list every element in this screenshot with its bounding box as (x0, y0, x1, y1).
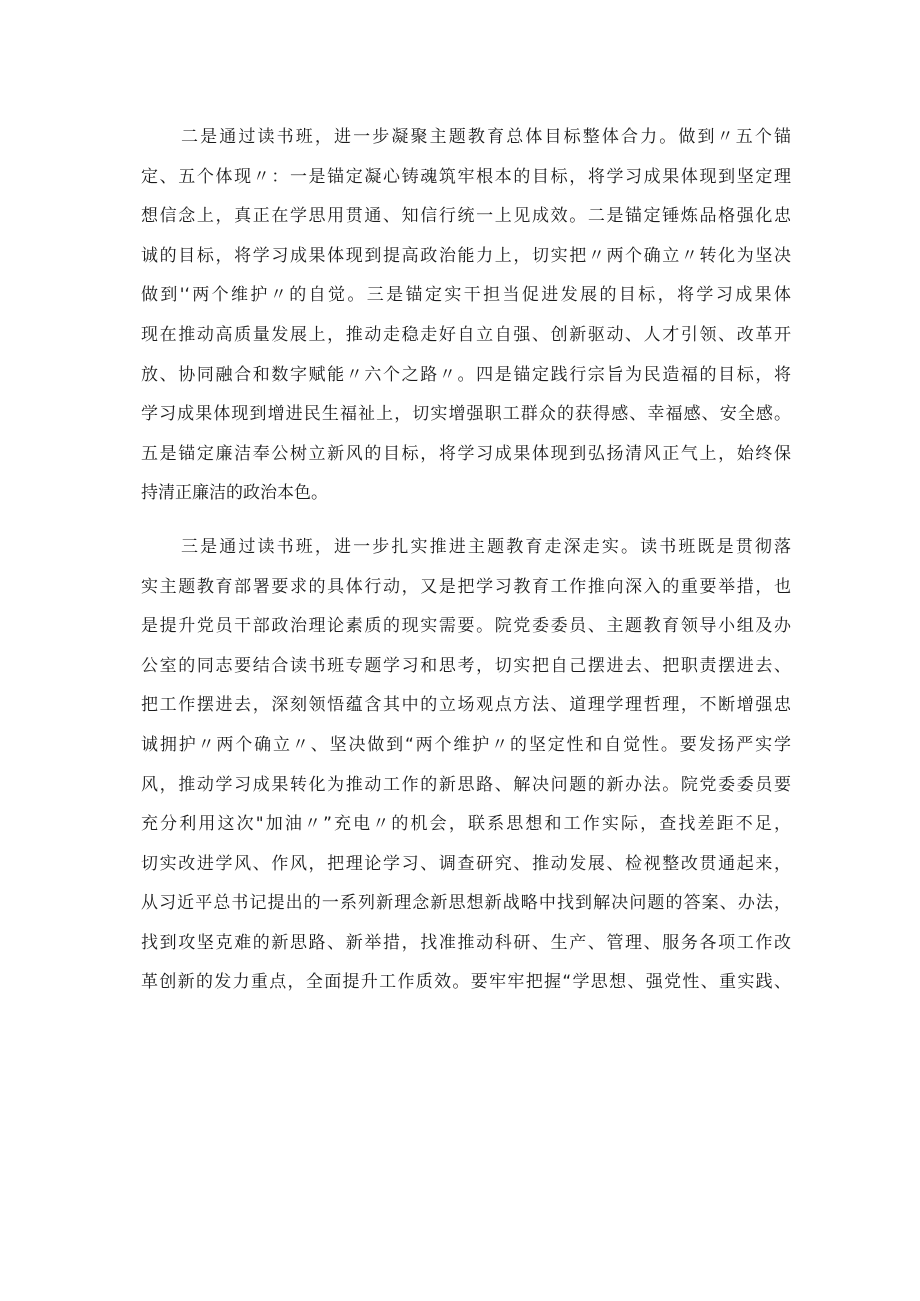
text-line: 是提升党员干部政治理论素质的现实需要。院党委委员、主题教育领导小组及办 (141, 616, 791, 637)
text-line: 革创新的发力重点，全面提升工作质效。要牢牢把握“学思想、强党性、重实践、 (141, 972, 791, 993)
text-line: 想信念上，真正在学思用贯通、知信行统一上见成效。二是锚定锤炼品格强化忠 (141, 206, 791, 227)
document-body (141, 118, 791, 1003)
text-line: 充分利用这次"加油〃”充电〃的机会，联系思想和工作实际，查找差距不足， (141, 814, 791, 835)
text-line: 把工作摆进去，深刻领悟蕴含其中的立场观点方法、道理学理哲理，不断增强忠 (141, 695, 791, 716)
text-line: 诚的目标，将学习成果体现到提高政治能力上，切实把〃两个确立〃转化为坚决 (141, 245, 791, 266)
text-line: 持清正廉洁的政治本色。 (141, 483, 328, 504)
text-line: 三是通过读书班，进一步扎实推进主题教育走深走实。读书班既是贯彻落 (181, 536, 791, 557)
text-line: 公室的同志要结合读书班专题学习和思考，切实把自己摆进去、把职责摆进去、 (141, 655, 791, 676)
text-line: 从习近平总书记提出的一系列新理念新思想新战略中找到解决问题的答案、办法， (141, 893, 791, 914)
text-line: 定、五个体现〃：一是锚定凝心铸魂筑牢根本的目标，将学习成果体现到坚定理 (141, 166, 791, 187)
text-line: 诚拥护〃两个确立〃、坚决做到“两个维护〃的坚定性和自觉性。要发扬严实学 (141, 734, 791, 755)
text-line: 学习成果体现到增进民生福祉上，切实增强职工群众的获得感、幸福感、安全感。 (141, 404, 791, 425)
paragraph-2 (141, 118, 791, 514)
text-line: 做到'‘两个维护〃的自觉。三是锚定实干担当促进发展的目标，将学习成果体 (141, 285, 791, 306)
text-line: 现在推动高质量发展上，推动走稳走好自立自强、创新驱动、人才引领、改革开 (141, 324, 791, 345)
paragraph-spacer (141, 514, 791, 528)
text-line: 放、协同融合和数字赋能〃六个之路〃。四是锚定践行宗旨为民造福的目标，将 (141, 364, 791, 385)
text-line: 切实改进学风、作风，把理论学习、调查研究、推动发展、检视整改贯通起来， (141, 853, 791, 874)
text-line: 实主题教育部署要求的具体行动，又是把学习教育工作推向深入的重要举措，也 (141, 576, 791, 597)
text-line: 五是锚定廉洁奉公树立新风的目标，将学习成果体现到弘扬清风正气上，始终保 (141, 443, 791, 464)
paragraph-3 (141, 528, 791, 1003)
text-line: 二是通过读书班，进一步凝聚主题教育总体目标整体合力。做到〃五个锚 (181, 127, 791, 147)
text-line: 风，推动学习成果转化为推动工作的新思路、解决问题的新办法。院党委委员要 (141, 774, 791, 795)
text-line: 找到攻坚克难的新思路、新举措，找准推动科研、生产、管理、服务各项工作改 (141, 932, 791, 953)
